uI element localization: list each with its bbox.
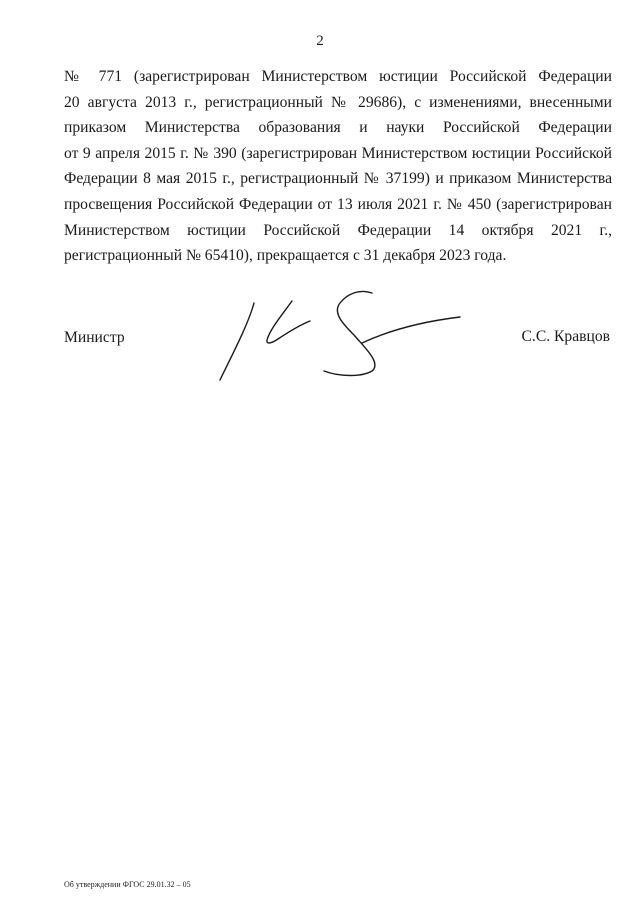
signatory-role: Министр — [64, 329, 125, 346]
signature-stroke — [324, 291, 375, 375]
handwritten-signature — [212, 285, 472, 385]
paragraph-line: № 771 (зарегистрирован Министерством юстиции Российской Федерации — [64, 68, 612, 85]
paragraph-line: приказом Министерства образования и науки Российской Федерации — [64, 119, 612, 137]
paragraph-line: Министерством юстиции Российской Федерации 14 октября 2021 г., — [64, 221, 612, 239]
paragraph-line: Федерации 8 мая 2015 г., регистрационный № 37199) и приказом Министерства — [64, 170, 612, 188]
paragraph-line: 20 августа 2013 г., регистрационный № 29686), с изменениями, внесенными — [64, 93, 612, 111]
signature-stroke — [362, 317, 460, 343]
signature-stroke — [267, 301, 310, 343]
footer-note: Об утверждении ФГОС 29.01.32 – 05 — [64, 880, 191, 889]
paragraph-line: от 9 апреля 2015 г. № 390 (зарегистрирован Министерством юстиции Российской — [64, 144, 612, 162]
body-paragraph — [64, 64, 612, 269]
page-number: 2 — [316, 33, 324, 49]
signature-stroke — [220, 303, 254, 380]
signatory-name: С.С. Кравцов — [521, 328, 610, 345]
paragraph-line: регистрационный № 65410), прекращается с 31 декабря 2023 года. — [64, 247, 507, 265]
paragraph-line: просвещения Российской Федерации от 13 июля 2021 г. № 450 (зарегистрирован — [64, 195, 612, 213]
